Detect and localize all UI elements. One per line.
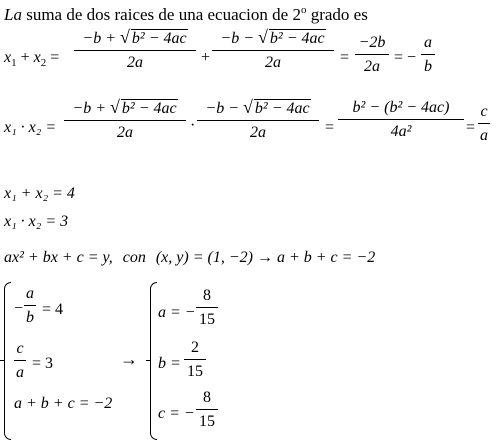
given-product: x₁ · x₂ = 3 <box>4 213 69 230</box>
product-fraction-2: −b − √ b² − 4ac 2a <box>197 98 319 141</box>
system-row3: a + b + c = −2 <box>14 395 113 412</box>
solution-a-fraction: 8 15 <box>196 288 218 328</box>
solution-c-fraction: 8 15 <box>196 390 218 430</box>
sum-equals-1: = <box>340 49 350 66</box>
solution-brace-tip <box>146 360 151 361</box>
point-condition: (x, y) = (1, −2) → a + b + c = −2 <box>155 249 376 266</box>
product-equals-1: = <box>325 119 335 136</box>
given-sum: x₁ + x₂ = 4 <box>4 185 75 202</box>
con-word: con <box>122 249 146 266</box>
sum-plus-op: + <box>201 49 211 66</box>
product-dot-op: · <box>190 117 196 134</box>
system-row2-rhs: = 3 <box>32 355 54 372</box>
sum-fraction-1: −b + √ b² − 4ac 2a <box>74 28 196 71</box>
system-row2-fraction: c a <box>16 340 24 381</box>
sum-fraction-2: −b − √ b² − 4ac 2a <box>212 28 334 71</box>
sum-equals-2: = − <box>394 49 417 66</box>
sum-lhs: $x_1 + x_2$ = <box>4 49 60 69</box>
given-polynomial-line <box>4 250 375 266</box>
polynomial: ax² + bx + c = y, <box>4 249 113 266</box>
solution-a-lhs: a = − <box>158 304 196 321</box>
left-brace-system <box>4 282 11 440</box>
sum-fraction-4: a b <box>421 35 435 75</box>
solution-b-lhs: b = <box>158 355 181 372</box>
left-brace-tip <box>0 360 5 361</box>
title-degree: o <box>300 4 307 16</box>
solution-c-lhs: c = − <box>158 405 195 422</box>
product-fraction-3: b² − (b² − 4ac) 4a² <box>338 100 464 140</box>
product-lhs: x₁ · x₂ = <box>4 119 57 136</box>
title-grado: grado es <box>306 5 368 24</box>
title-text: suma de dos raices de una ecuacion de 2 <box>21 5 301 24</box>
product-fraction-1: −b + √ b² − 4ac 2a <box>64 98 186 141</box>
left-brace-solution <box>150 282 157 440</box>
title-line <box>4 6 368 23</box>
system-row1-minus: − <box>14 300 24 317</box>
title-la: La <box>4 5 22 24</box>
system-row1-fraction: a b <box>26 285 34 326</box>
implies-arrow: → <box>120 349 138 369</box>
product-equals-2: = <box>466 119 476 136</box>
system-row1-rhs: = 4 <box>42 301 64 318</box>
product-fraction-4: c a <box>480 103 488 144</box>
solution-b-fraction: 2 15 <box>184 340 206 380</box>
sum-fraction-3: −2b 2a <box>355 35 389 75</box>
